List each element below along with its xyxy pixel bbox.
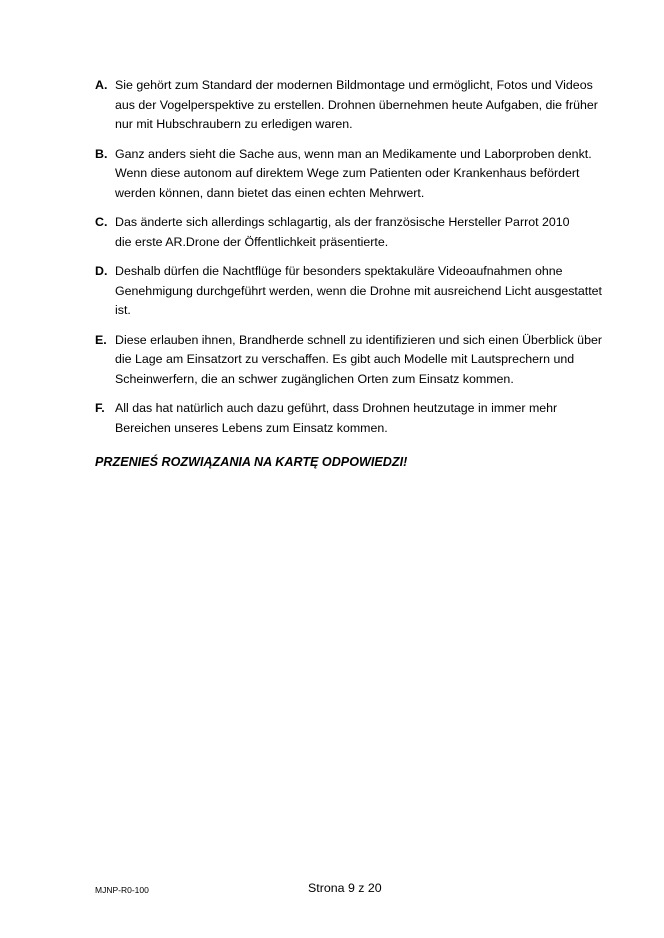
- option-text-line: nur mit Hubschraubern zu erledigen waren.: [115, 117, 353, 131]
- option-text-line: die erste AR.Drone der Öffentlichkeit präsentierte.: [115, 234, 389, 249]
- option-text-line: All das hat natürlich auch dazu geführt, dass Drohnen heutzutage in immer mehr: [115, 401, 558, 415]
- option-text-line: die Lage am Einsatzort zu verschaffen. Es gibt auch Modelle mit Lautsprechern und: [115, 352, 575, 366]
- option-text-line: Deshalb dürfen die Nachtflüge für besonders spektakuläre Videoaufnahmen ohne: [115, 264, 563, 278]
- option-text-line: Das änderte sich allerdings schlagartig, als der französische Hersteller Parrot 2010: [115, 215, 570, 229]
- option-c: [95, 213, 615, 252]
- option-text-line: werden können, dann bietet das einen echten Mehrwert.: [115, 185, 425, 200]
- option-text-line: Genehmigung durchgeführt werden, wenn die Drohne mit ausreichend Licht ausgestattet: [115, 283, 602, 298]
- exam-code: MJNP-R0-100: [95, 885, 149, 895]
- option-letter: C.: [95, 215, 108, 229]
- option-text-line: ist.: [115, 303, 131, 317]
- page-number: Strona 9 z 20: [308, 881, 382, 895]
- option-d: [95, 262, 615, 321]
- option-text-line: Wenn diese autonom auf direktem Wege zum Patienten oder Krankenhaus befördert: [115, 166, 580, 180]
- option-f: [95, 399, 615, 438]
- option-text-line: Scheinwerfern, die an schwer zugänglichen Orten zum Einsatz kommen.: [115, 371, 514, 386]
- option-text-line: Diese erlauben ihnen, Brandherde schnell zu identifizieren und sich einen Überblick über: [115, 332, 602, 347]
- answer-options-list: [95, 76, 615, 448]
- option-text-line: Ganz anders sieht die Sache aus, wenn man an Medikamente und Laborproben denkt.: [115, 146, 592, 161]
- option-a: [95, 76, 615, 135]
- transfer-answers-instruction: PRZENIEŚ ROZWIĄZANIA NA KARTĘ ODPOWIEDZI!: [95, 455, 408, 469]
- option-letter: E.: [95, 332, 107, 347]
- option-b: [95, 145, 615, 204]
- option-text-line: Sie gehört zum Standard der modernen Bildmontage und ermöglicht, Fotos und Videos: [115, 78, 593, 92]
- option-letter: A.: [95, 78, 108, 92]
- option-text-line: Bereichen unseres Lebens zum Einsatz kommen.: [115, 420, 388, 435]
- option-letter: F.: [95, 401, 105, 415]
- option-letter: B.: [95, 146, 108, 161]
- option-text-line: aus der Vogelperspektive zu erstellen. Drohnen übernehmen heute Aufgaben, die früher: [115, 97, 598, 112]
- option-letter: D.: [95, 264, 108, 278]
- option-e: [95, 331, 615, 390]
